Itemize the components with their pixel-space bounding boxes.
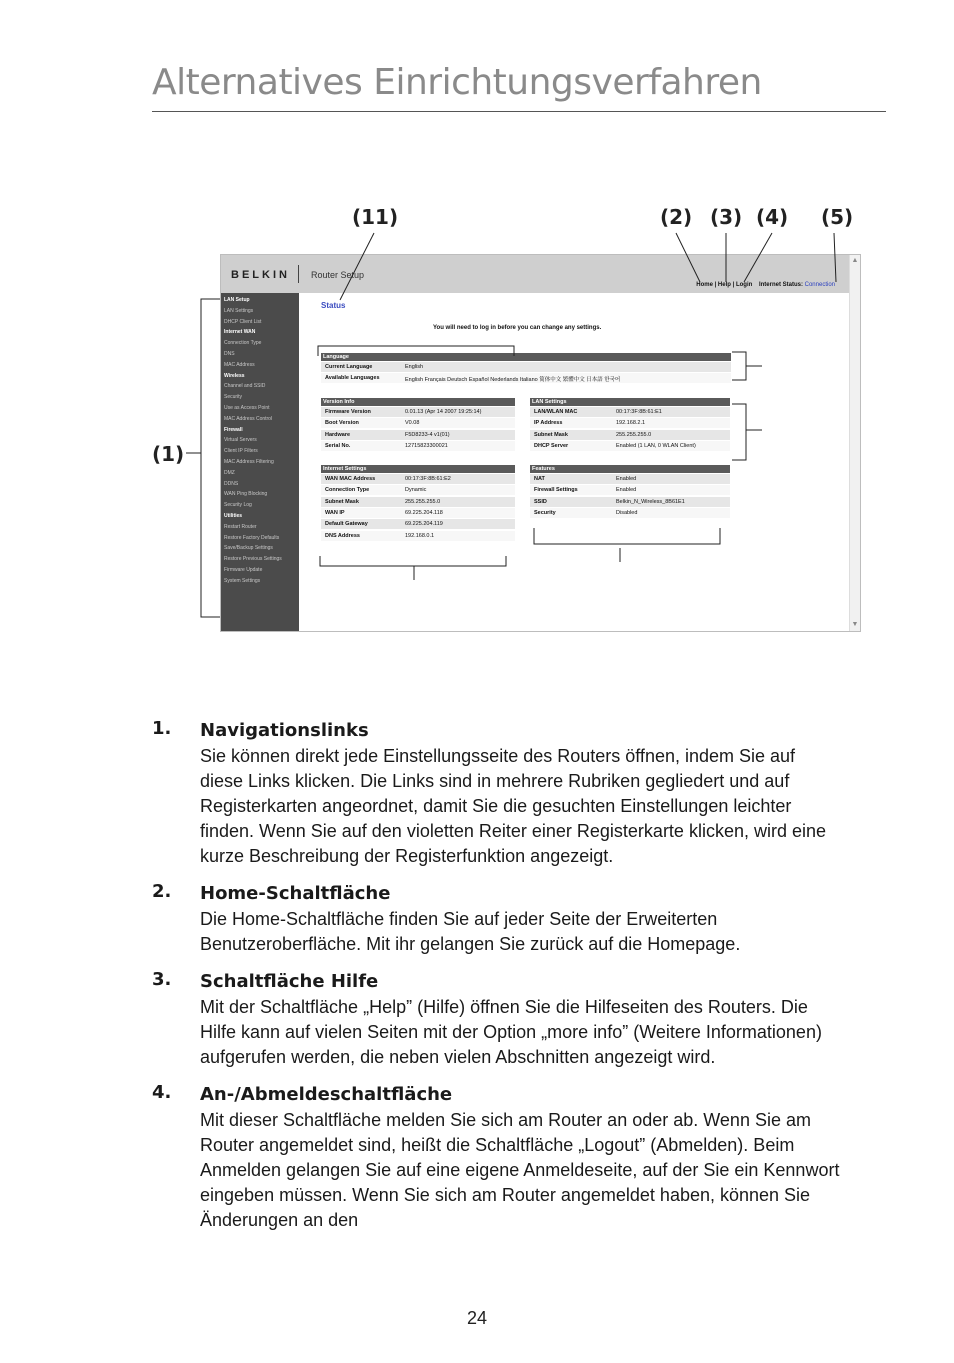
item-heading: An-/Abmeldeschaltfläche (200, 1084, 453, 1105)
row-key: Boot Version (325, 420, 359, 427)
sidebar-link[interactable]: Client IP Filters (224, 448, 258, 455)
sidebar-link[interactable]: Internet WAN (224, 329, 256, 336)
internet-status-value: Connection (804, 282, 835, 288)
item-number: 1. (152, 718, 172, 739)
row-value: Dynamic (405, 487, 427, 494)
item-text: Sie können direkt jede Einstellungsseite des Routers öffnen, indem Sie auf diese Links klicken. Die Links sind in mehrere Rubriken gegliedert und auf Registerkarten angeordnet, damit Sie die gesuchten Einstellungen leichter finden. Wenn Sie auf den violetten Reiter einer Registerkarte klicken, wird eine kurze Beschreibung der Registerfunktion angezeigt. (200, 746, 827, 866)
top-navigation: Home | Help | Login Internet Status: Connection (696, 282, 835, 288)
row-value: 69.225.204.118 (405, 509, 443, 516)
callout-2: (2) (660, 205, 693, 229)
callout-4: (4) (756, 205, 789, 229)
row-value: 255.255.255.0 (616, 431, 652, 438)
row-key: Serial No. (325, 442, 351, 449)
sidebar-link[interactable]: Save/Backup Settings (224, 545, 273, 552)
sidebar-link[interactable]: LAN Setup (224, 297, 250, 303)
list-item (152, 881, 852, 957)
sidebar-link[interactable]: MAC Address Filtering (224, 459, 274, 465)
row-value: 192.168.0.1 (405, 532, 435, 539)
sidebar-link[interactable]: DHCP Client List (224, 318, 262, 325)
panel-internet-settings-heading: Internet Settings (321, 465, 515, 473)
callout-5: (5) (821, 205, 854, 229)
sidebar-link[interactable]: Restore Previous Settings (224, 556, 282, 563)
sidebar-link[interactable]: System Settings (224, 577, 261, 584)
sidebar-link[interactable]: LAN Settings (224, 307, 254, 314)
row-value: V0.08 (405, 420, 420, 427)
row-value: 12715823300021 (405, 442, 448, 449)
home-link[interactable]: Home (696, 282, 713, 288)
sidebar-link[interactable]: Restore Factory Defaults (224, 534, 280, 541)
row-value: Enabled (616, 476, 637, 482)
sidebar-link[interactable]: Connection Type (224, 340, 262, 347)
row-value: Enabled (1 LAN, 0 WLAN Client) (616, 442, 696, 449)
panel-version-info-heading: Version Info (321, 398, 515, 406)
row-value: 255.255.255.0 (405, 498, 441, 505)
row-key: DHCP Server (534, 442, 569, 449)
panel-language-heading: Language (321, 353, 731, 361)
help-link[interactable]: Help (717, 282, 731, 288)
row-value: 00:17:3F:8B:61:E1 (616, 409, 662, 415)
sidebar-link[interactable]: WAN Ping Blocking (224, 491, 268, 498)
row-key: Firewall Settings (534, 487, 578, 494)
row-key: WAN MAC Address (325, 476, 376, 482)
row-key: Subnet Mask (325, 498, 359, 505)
sidebar-link[interactable]: DDNS (224, 480, 239, 487)
sidebar-link[interactable]: Security Log (224, 502, 252, 509)
sidebar-link[interactable]: Utilities (224, 513, 243, 519)
row-value: 192.168.2.1 (616, 420, 646, 427)
item-heading: Schaltfläche Hilfe (200, 971, 379, 992)
row-key: Subnet Mask (534, 431, 568, 438)
row-value: F5D8233-4 v1(01) (405, 431, 450, 438)
row-key: Firmware Version (325, 409, 371, 415)
sidebar-link[interactable]: Channel and SSID (224, 383, 266, 390)
row-key: Security (534, 509, 556, 516)
router-setup-label: Router Setup (311, 270, 365, 280)
description-list (152, 718, 852, 1245)
row-value: 00:17:3F:8B:61:E2 (405, 476, 451, 482)
item-heading: Navigationslinks (200, 720, 369, 741)
item-number: 4. (152, 1082, 172, 1103)
login-notice: You will need to log in before you can change any settings. (433, 325, 602, 331)
sidebar-link[interactable]: Use as Access Point (224, 405, 270, 411)
row-key: Hardware (325, 431, 351, 438)
page-number: 24 (466, 1308, 488, 1328)
list-item (152, 969, 852, 1070)
row-key: Default Gateway (325, 521, 368, 528)
internet-status-label: Internet Status: (758, 282, 803, 288)
panel-features-heading: Features (530, 465, 730, 473)
item-text: Mit der Schaltfläche „Help” (Hilfe) öffnen Sie die Hilfeseiten des Routers. Die Hilfe kann auf vielen Seiten mit der Option „more info” (Weitere Informationen) aufgerufen werden, die neben vielen Abschnitten angezeigt wird. (200, 997, 822, 1067)
sidebar-link[interactable]: Virtual Servers (224, 437, 257, 444)
row-value: Disabled (616, 509, 638, 516)
sidebar-link[interactable]: MAC Address (224, 361, 255, 368)
sidebar-link[interactable]: Security (224, 394, 243, 401)
sidebar-link[interactable]: Wireless (224, 372, 245, 379)
row-key: Available Languages (325, 375, 380, 382)
item-number: 3. (152, 969, 172, 990)
row-key: Connection Type (325, 487, 370, 494)
row-value: 69.225.204.119 (405, 521, 443, 528)
item-text: Die Home-Schaltfläche finden Sie auf jeder Seite der Erweiterten Benutzeroberfläche. Mit ihr gelangen Sie zurück auf die Homepage. (200, 909, 741, 954)
login-link[interactable]: Login (735, 282, 753, 288)
sidebar-link[interactable]: Firmware Update (224, 567, 263, 573)
sidebar-link[interactable]: Firewall (224, 426, 243, 433)
item-number: 2. (152, 881, 172, 902)
callout-11: (11) (352, 205, 399, 229)
sidebar-link[interactable]: Restart Router (224, 523, 257, 530)
status-heading: Status (321, 301, 346, 310)
row-value: English Français Deutsch Español Nederlands Italiano 简体中文 繁體中文 日本語 한국어 (405, 377, 621, 384)
belkin-logo: BELKIN (231, 269, 290, 281)
item-text: Mit dieser Schaltfläche melden Sie sich am Router an oder ab. Wenn Sie am Router angemeldet sind, heißt die Schaltfläche „Logout” (Abmelden). Beim Anmelden gelangen Sie auf eine eigene Anmeldeseite, auf der Sie ein Kennwort eingeben müssen. Wenn Sie sich am Router angemeldet haben, können Sie Änderungen an den (200, 1110, 840, 1230)
row-value: English (405, 364, 424, 370)
row-key: LAN/WLAN MAC (534, 409, 578, 415)
sidebar-link[interactable]: DMZ (224, 469, 235, 476)
row-key: SSID (534, 498, 547, 505)
list-item (152, 1082, 852, 1233)
row-key: Current Language (325, 364, 373, 370)
page-title: Alternatives Einrichtungsverfahren (152, 62, 762, 103)
scroll-down-icon[interactable]: ▼ (851, 621, 859, 628)
row-key: IP Address (534, 420, 563, 427)
sidebar-link[interactable]: DNS (224, 351, 235, 357)
row-key: DNS Address (325, 532, 360, 539)
list-item (152, 718, 852, 869)
scroll-up-icon[interactable]: ▲ (851, 257, 859, 264)
row-value: 0.01.13 (Apr 14 2007 19:25:14) (405, 409, 482, 415)
row-value: Enabled (616, 487, 637, 494)
row-key: WAN IP (325, 509, 345, 516)
row-key: NAT (534, 476, 545, 482)
sidebar-link[interactable]: MAC Address Control (224, 415, 273, 422)
callout-1: (1) (152, 442, 185, 466)
panel-lan-settings-heading: LAN Settings (530, 398, 730, 406)
callout-3: (3) (710, 205, 743, 229)
row-value: Belkin_N_Wireless_8B61E1 (616, 498, 685, 505)
item-heading: Home-Schaltfläche (200, 883, 391, 904)
